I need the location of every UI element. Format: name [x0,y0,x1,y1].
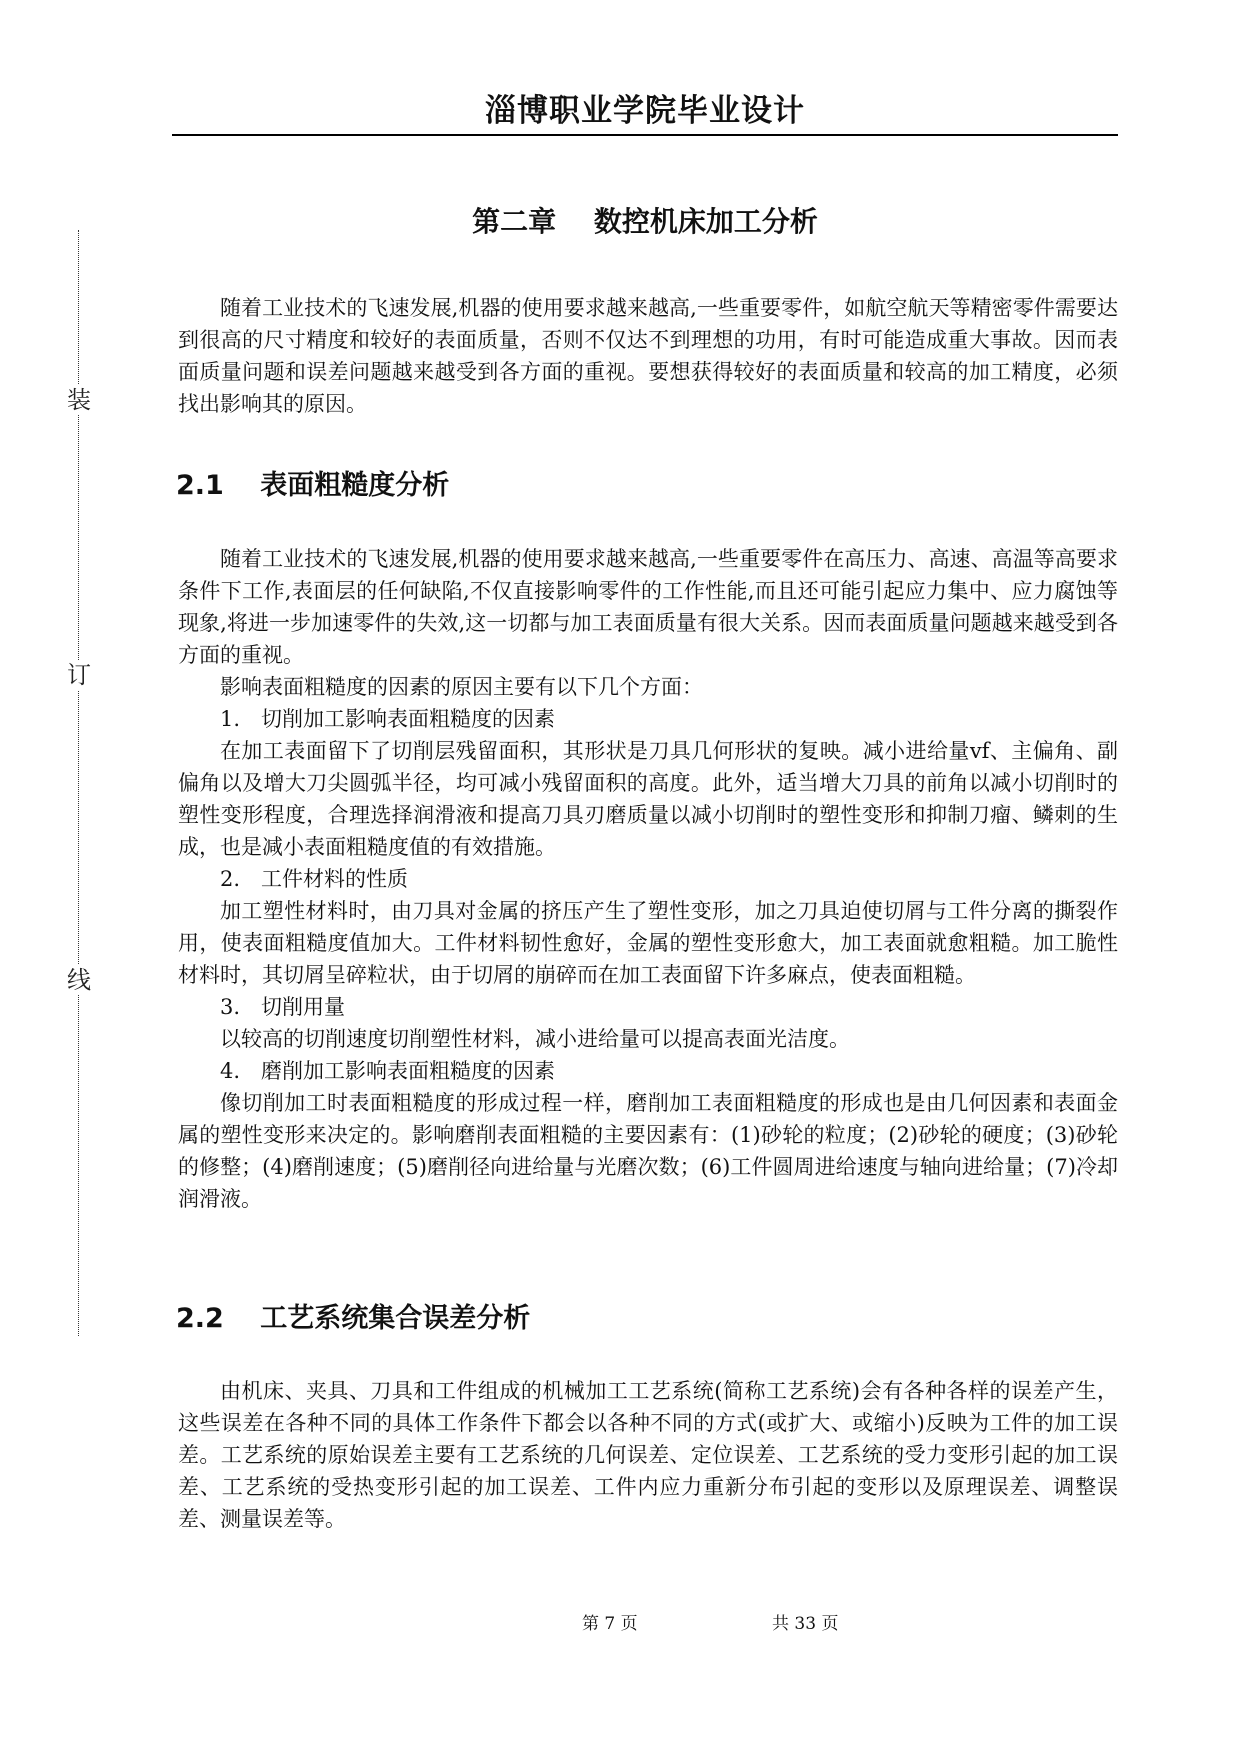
list-heading: 4. 磨削加工影响表面粗糙度的因素 [220,1059,556,1083]
paragraph: 随着工业技术的飞速发展,机器的使用要求越来越高,一些重要零件在高压力、高速、高温等高要求条件下工作,表面层的任何缺陷,不仅直接影响零件的工作性能,而且还可能引起应力集中、应力腐蚀等现象,将进一步加速零件的失效,这一切都与加工表面质量有很大关系。因而表面质量问题越来越受到各方面的重视。 [178,547,1118,667]
binding-char-ding: 订 [64,660,94,690]
list-heading: 1. 切削加工影响表面粗糙度的因素 [220,707,556,731]
binding-char-xian: 线 [64,965,94,995]
binding-char-zhuang: 装 [64,385,94,415]
footer-total-pages: 共 33 页 [772,1614,839,1634]
document-header-title: 淄博职业学院毕业设计 [485,93,805,129]
section-2-1-text [178,543,1118,1215]
paragraph: 像切削加工时表面粗糙度的形成过程一样，磨削加工表面粗糙度的形成也是由几何因素和表面金属的塑性变形来决定的。影响磨削表面粗糙的主要因素有：(1)砂轮的粒度；(2)砂轮的硬度；(3)砂轮的修整；(4)磨削速度；(5)磨削径向进给量与光磨次数；(6)工件圆周进给速度与轴向进给量；(7)冷却润滑液。 [178,1091,1118,1211]
header-rule [172,134,1118,136]
section-2-2-text [178,1375,1118,1535]
chapter-title: 第二章 数控机床加工分析 [472,205,818,238]
paragraph: 影响表面粗糙度的因素的原因主要有以下几个方面： [220,675,703,699]
list-heading: 2. 工件材料的性质 [220,867,409,891]
paragraph: 加工塑性材料时，由刀具对金属的挤压产生了塑性变形，加之刀具迫使切屑与工件分离的撕裂作用，使表面粗糙度值加大。工件材料韧性愈好，金属的塑性变形愈大，加工表面就愈粗糙。加工脆性材料时，其切屑呈碎粒状，由于切屑的崩碎而在加工表面留下许多麻点，使表面粗糙。 [178,899,1118,987]
list-heading: 3. 切削用量 [220,995,346,1019]
footer-page-number: 第 7 页 [582,1614,638,1634]
section-heading-2-1: 2.1 表面粗糙度分析 [176,470,450,501]
section-heading-2-2: 2.2 工艺系统集合误差分析 [176,1303,531,1334]
paragraph: 以较高的切削速度切削塑性材料，减小进给量可以提高表面光洁度。 [220,1027,850,1051]
paragraph: 在加工表面留下了切削层残留面积，其形状是刀具几何形状的复映。减小进给量vf、主偏角、副偏角以及增大刀尖圆弧半径，均可减小残留面积的高度。此外，适当增大刀具的前角以减小切削时的塑性变形程度，合理选择润滑液和提高刀具刃磨质量以减小切削时的塑性变形和抑制刀瘤、鳞刺的生成，也是减小表面粗糙度值的有效措施。 [178,739,1118,859]
paragraph: 由机床、夹具、刀具和工件组成的机械加工工艺系统(简称工艺系统)会有各种各样的误差产生，这些误差在各种不同的具体工作条件下都会以各种不同的方式(或扩大、或缩小)反映为工件的加工误差。工艺系统的原始误差主要有工艺系统的几何误差、定位误差、工艺系统的受力变形引起的加工误差、工艺系统的受热变形引起的加工误差、工件内应力重新分布引起的变形以及原理误差、调整误差、测量误差等。 [178,1379,1118,1531]
paragraph: 随着工业技术的飞速发展,机器的使用要求越来越高,一些重要零件，如航空航天等精密零件需要达到很高的尺寸精度和较好的表面质量，否则不仅达不到理想的功用，有时可能造成重大事故。因而表面质量问题和误差问题越来越受到各方面的重视。要想获得较好的表面质量和较高的加工精度，必须找出影响其的原因。 [178,296,1118,416]
intro-text [178,292,1118,420]
